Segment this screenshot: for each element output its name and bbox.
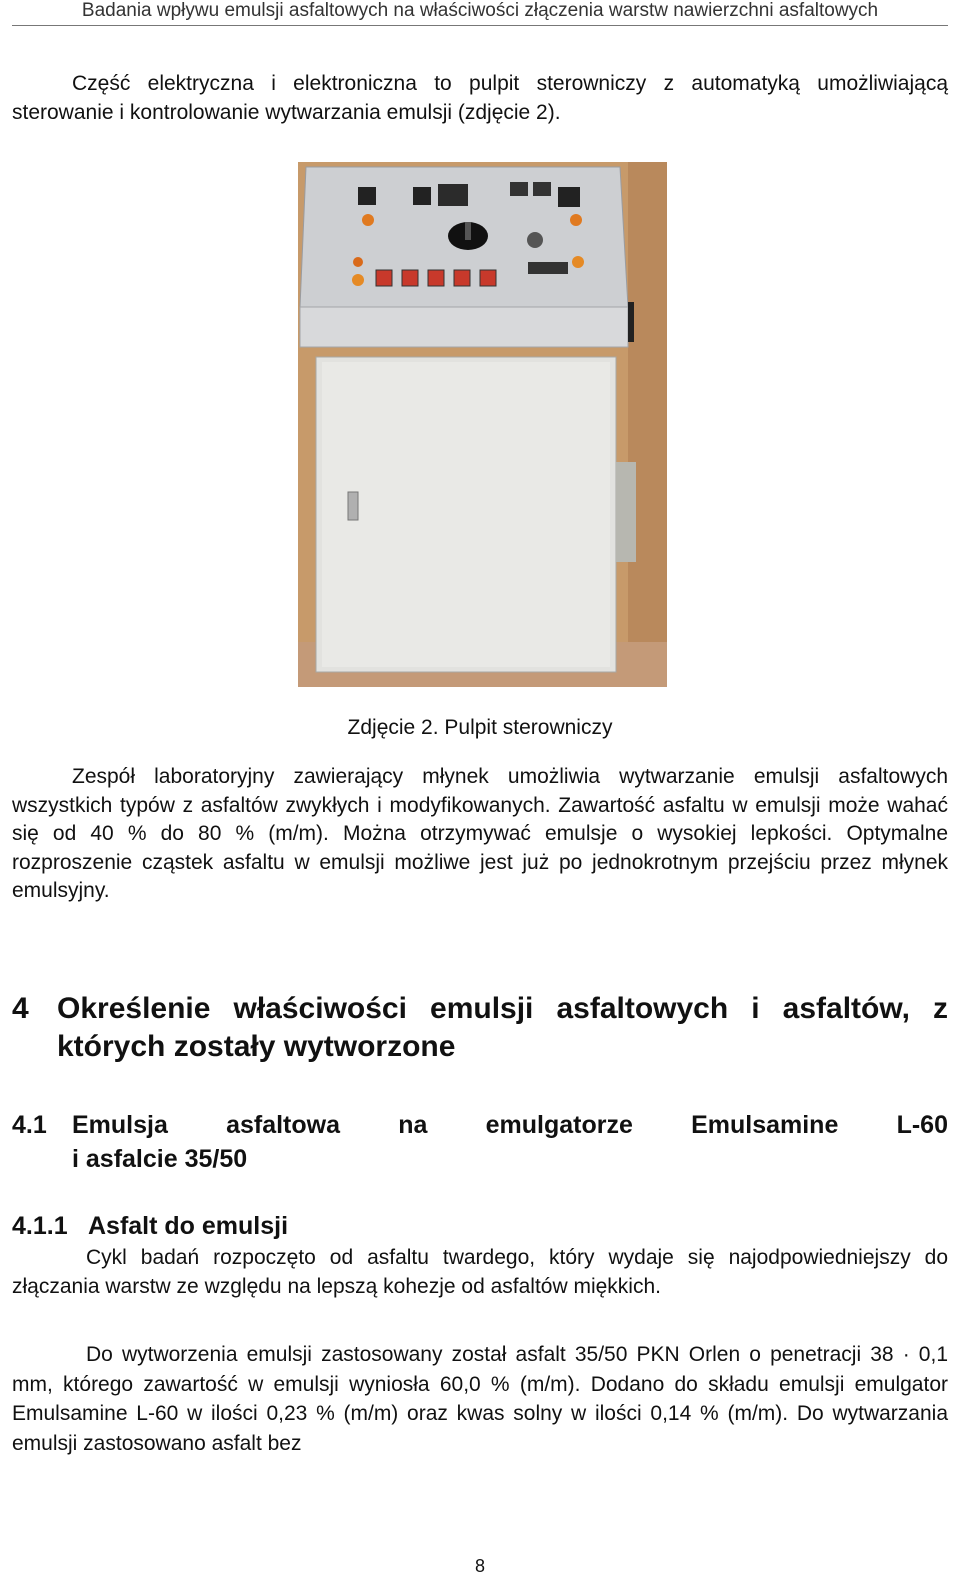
running-header: Badania wpływu emulsji asfaltowych na właściwości złączenia warstw nawierzchni asfaltowych bbox=[81, 0, 879, 21]
intro-text: Część elektryczna i elektroniczna to pulpit sterowniczy z automatyką umożliwiającą sterowanie i kontrolowanie wytwarzania emulsji (zdjęcie 2). bbox=[12, 72, 948, 124]
section-4-heading bbox=[12, 990, 948, 1066]
section-4-1-1-heading bbox=[12, 1212, 288, 1241]
section-4-1-title-line2: i asfalcie 35/50 bbox=[72, 1145, 248, 1173]
section-4-1-1-title: Asfalt do emulsji bbox=[88, 1212, 289, 1240]
page-number: 8 bbox=[474, 1556, 485, 1576]
section-4-1-1-number: 4.1.1 bbox=[12, 1212, 68, 1240]
paragraph-3-text: Do wytworzenia emulsji zastosowany został asfalt 35/50 PKN Orlen o penetracji 38 · 0,1 mm, którego zawartość w emulsji wyniosła 60,0 % (m/m). Dodano do składu emulsji emulgator Emulsamine L-60 w ilości 0,23 % (m/m) oraz kwas solny w ilości 0,14 % (m/m). Do wytwarzania emulsji zastosowano asfalt bez bbox=[12, 1343, 948, 1455]
paragraph-1 bbox=[12, 763, 948, 906]
section-4-1-number: 4.1 bbox=[12, 1111, 47, 1139]
section-4-number: 4 bbox=[12, 992, 29, 1025]
section-4-1-title-line1: Emulsja asfaltowa na emulgatorze Emulsamine L-60 bbox=[72, 1111, 948, 1139]
header-divider bbox=[12, 25, 948, 26]
intro-paragraph bbox=[12, 70, 948, 127]
section-4-1-heading bbox=[12, 1108, 948, 1176]
figure-caption: Zdjęcie 2. Pulpit sterowniczy bbox=[347, 716, 613, 739]
control-panel-photo bbox=[298, 162, 667, 687]
section-4-title: Określenie właściwości emulsji asfaltowych i asfaltów, z których zostały wytworzone bbox=[57, 992, 948, 1063]
paragraph-1-text: Zespół laboratoryjny zawierający młynek umożliwia wytwarzanie emulsji asfaltowych wszystkich typów z asfaltów zwykłych i modyfikowanych. Zawartość asfaltu w emulsji może wahać się od 40 % do 80 % (m/m). Można otrzymywać emulsje o wysokiej lepkości. Optymalne rozproszenie cząstek asfaltu w emulsji możliwe jest już po jednokrotnym przejściu przez młynek emulsyjny. bbox=[12, 765, 948, 902]
paragraph-2-text: Cykl badań rozpoczęto od asfaltu twardego, który wydaje się najodpowiedniejszy do złączania warstw ze względu na lepszą kohezje od asfaltów miękkich. bbox=[12, 1246, 948, 1298]
paragraph-3 bbox=[12, 1340, 948, 1458]
paragraph-2 bbox=[12, 1244, 948, 1301]
